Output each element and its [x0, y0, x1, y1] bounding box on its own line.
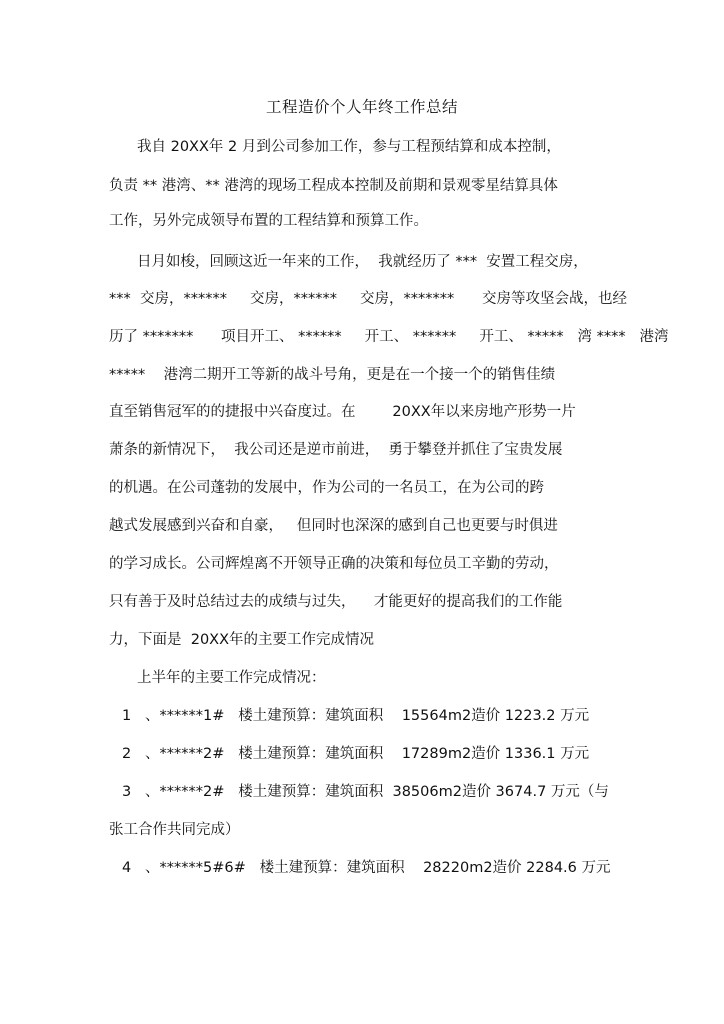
list-item-continuation: 张工合作共同完成）	[109, 822, 240, 838]
paragraph-line: 直至销售冠军的的捷报中兴奋度过。在 20XX年以来房地产形势一片	[109, 404, 576, 420]
list-item: 4 、******5#6# 楼土建预算：建筑面积 28220m2造价 2284.6 万元	[122, 860, 611, 876]
paragraph-line: 负责 ** 港湾、** 港湾的现场工程成本控制及前期和景观零星结算具体	[109, 178, 558, 194]
list-item: 2 、******2# 楼土建预算：建筑面积 17289m2造价 1336.1 万元	[122, 746, 590, 762]
paragraph-line: 萧条的新情况下， 我公司还是逆市前进， 勇于攀登并抓住了宝贵发展	[109, 442, 563, 458]
paragraph-line: 的学习成长。公司辉煌离不开领导正确的决策和每位员工辛勤的劳动，	[109, 556, 559, 572]
list-item: 3 、******2# 楼土建预算：建筑面积 38506m2造价 3674.7 万元（与	[122, 784, 609, 800]
paragraph-line: 只有善于及时总结过去的成绩与过失， 才能更好的提高我们的工作能	[109, 594, 563, 610]
paragraph-line: 日月如梭，回顾这近一年来的工作， 我就经历了 *** 安置工程交房，	[137, 254, 588, 270]
list-item: 1 、******1# 楼土建预算：建筑面积 15564m2造价 1223.2 万元	[122, 708, 590, 724]
paragraph-line: 力，下面是 20XX年的主要工作完成情况	[109, 632, 375, 648]
paragraph-line: *** 交房，****** 交房，****** 交房，******* 交房等攻坚会战，也经	[109, 291, 627, 307]
paragraph-line: 我自 20XX年 2 月到公司参加工作，参与工程预结算和成本控制，	[137, 139, 561, 155]
paragraph-line: 历了 ******* 项目开工、 ****** 开工、 ****** 开工、 ***** 湾 **** 港湾	[109, 329, 669, 345]
paragraph-line: 越式发展感到兴奋和自豪， 但同时也深深的感到自己也更要与时俱进	[109, 518, 558, 534]
document-title: 工程造价个人年终工作总结	[265, 98, 458, 116]
section-heading: 上半年的主要工作完成情况：	[137, 670, 326, 686]
paragraph-line: 工作，另外完成领导布置的工程结算和预算工作。	[109, 213, 428, 229]
paragraph-line: ***** 港湾二期开工等新的战斗号角，更是在一个接一个的销售佳绩	[109, 367, 556, 383]
paragraph-line: 的机遇。在公司蓬勃的发展中，作为公司的一名员工，在为公司的跨	[109, 480, 544, 496]
